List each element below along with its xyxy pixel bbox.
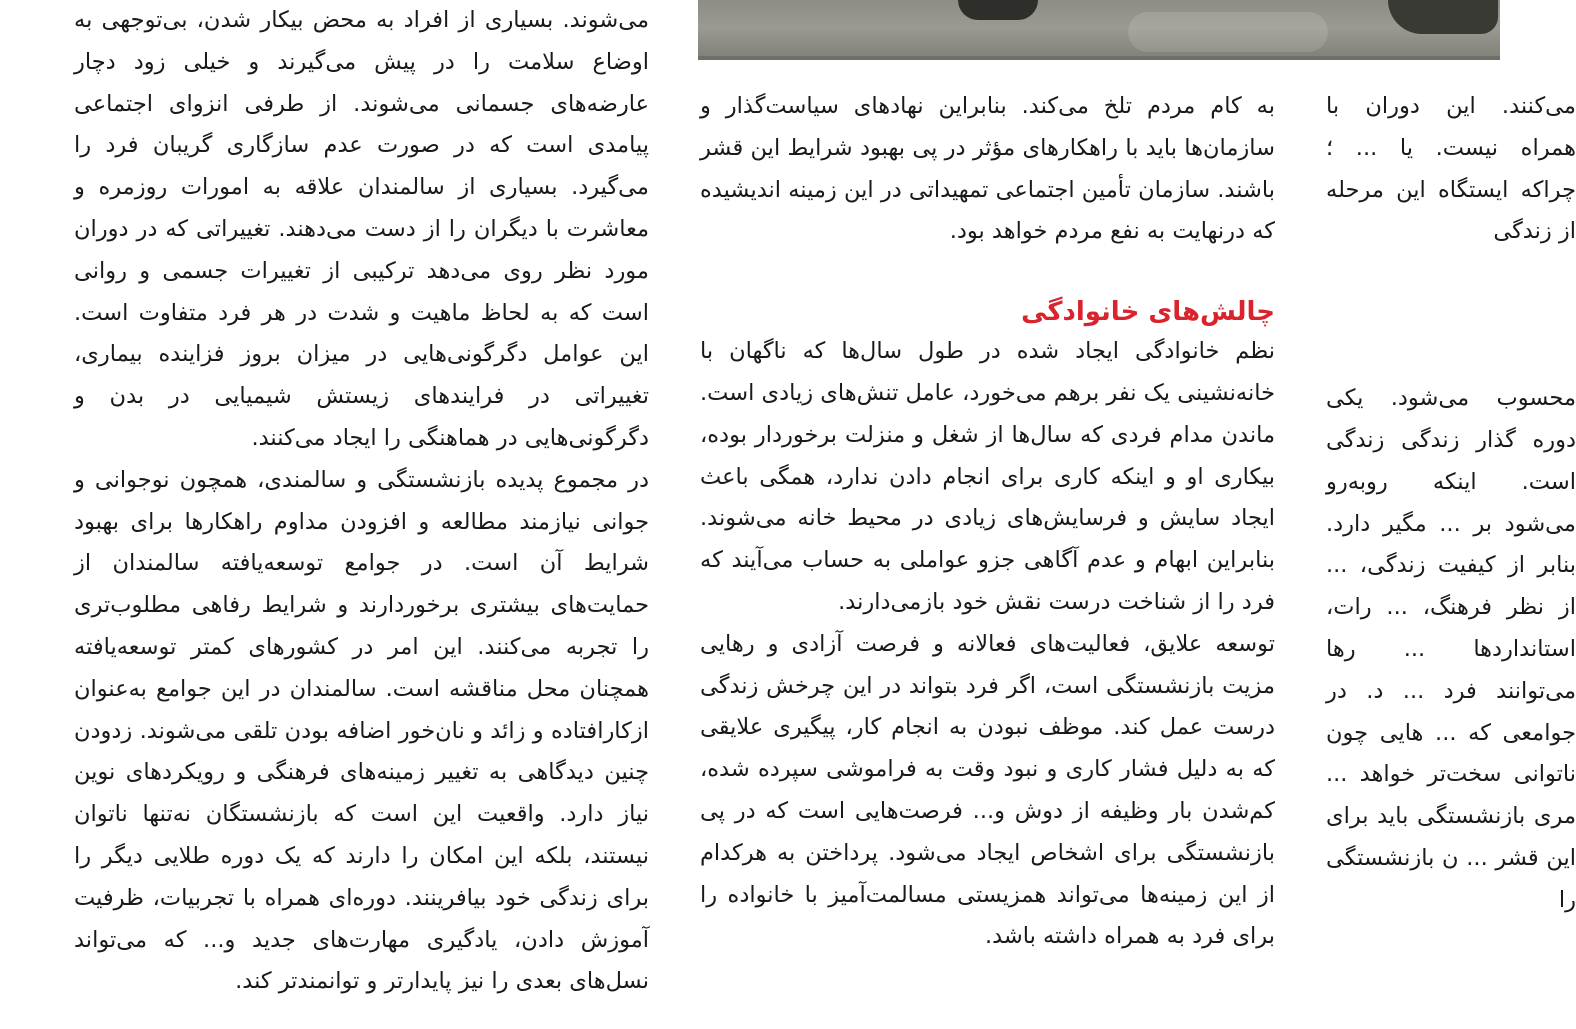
paragraph: می‌شوند. بسیاری از افراد به محض بیکار شدن، بی‌توجهی به اوضاع سلامت را در پیش می‌گیرند و خیلی زود دچار عارضه‌های جسمانی می‌شوند. از طرفی انزوای اجتماعی پیامدی است که در صورت عدم سازگاری گریبان فرد را می‌گیرد. بسیاری از سالمندان علاقه به امورات روزمره و معاشرت با دیگران را از دست می‌دهند. تغییراتی که در دوران مورد نظر روی می‌دهد ترکیبی از تغییرات جسمی و روانی است که به لحاظ ماهیت و شدت در هر فرد متفاوت است. این عوامل دگرگونی‌هایی در میزان بروز فزاینده بیماری، تغییراتی در فرایندهای زیستش شیمیایی در بدن و دگرگونی‌هایی در هماهنگی را ایجاد می‌کنند.	[74, 7, 649, 451]
photo-dark-shape	[1388, 0, 1498, 34]
paragraph: می‌کنند. این دوران با همراه نیست. یا ... ؛ چراکه ایستگاه این مرحله از زندگی	[1326, 93, 1576, 245]
right-column	[1326, 86, 1576, 922]
paragraph: توسعه علایق، فعالیت‌های فعالانه و فرصت آزادی و رهایی مزیت بازنشستگی است، اگر فرد بتواند در این چرخش زندگی درست عمل کند. موظف نبودن به انجام کار، پیگیری علایقی که به دلیل فشار کاری و نبود وقت به فراموشی سپرده شده، کم‌شدن بار وظیفه از دوش و... فرصت‌هایی است که در پی بازنشستگی برای اشخاص ایجاد می‌شود. پرداختن به هرکدام از این زمینه‌ها می‌تواند همزیستی مسالمت‌آمیز با خانواده را برای فرد به همراه داشته باشد.	[700, 630, 1275, 950]
section-heading: چالش‌های خانوادگی	[1021, 297, 1275, 328]
paragraph: نظم خانوادگی ایجاد شده در طول سال‌ها که ناگهان با خانه‌نشینی یک نفر برهم می‌خورد، عامل تنش‌های زیادی است. ماندن مدام فردی که سال‌ها از شغل و منزلت برخوردار بوده، بیکاری او و اینکه کاری برای انجام دادن ندارد، همگی باعث ایجاد سایش و فرسایش‌های زیادی در محیط خانه می‌شوند. بنابراین ابهام و عدم آگاهی جزو عواملی به حساب می‌آیند که فرد را از شناخت درست نقش خود بازمی‌دارند.	[700, 338, 1275, 615]
paragraph: محسوب می‌شود. یکی دوره گذار زندگی زندگی است. اینکه روبه‌رو می‌شود بر ... مگیر دارد. بنابر از کیفیت زندگی، ... از نظر فرهنگ، ... رات، استانداردها ... رها می‌توانند فرد ... د. در جوامعی که ... هایی چون ناتوانی سخت‌تر خواهد ... مری بازنشستگی باید برای این قشر ... ن بازنشستگی را	[1326, 385, 1576, 913]
photo-bottom-edge	[698, 56, 1500, 60]
section-spacer	[1326, 253, 1576, 378]
paragraph: به کام مردم تلخ می‌کند. بنابراین نهادهای سیاست‌گذار و سازمان‌ها باید با راهکارهای مؤثر در پی بهبود شرایط این قشر باشند. سازمان تأمین اجتماعی تمهیداتی در این زمینه اندیشیده که درنهایت به نفع مردم خواهد بود.	[700, 93, 1275, 245]
right-column-clip	[1326, 86, 1576, 1029]
left-column	[74, 0, 649, 1003]
paragraph: در مجموع پدیده بازنشستگی و سالمندی، همچون نوجوانی و جوانی نیازمند مطالعه و افزودن مداوم راهکارها برای بهبود شرایط آن است. در جوامع توسعه‌یافته سالمندان از حمایت‌های بیشتری برخوردارند و شرایط رفاهی مطلوب‌تری را تجربه می‌کنند. این امر در کشورهای کمتر توسعه‌یافته همچنان محل مناقشه است. سالمندان در این جوامع به‌عنوان ازکارافتاده و زائد و نان‌خور اضافه بودن تلقی می‌شوند. زدودن چنین دیدگاهی به تغییر زمینه‌های فرهنگی و رویکردهای نوین نیاز دارد. واقعیت این است که بازنشستگان نه‌تنها ناتوان نیستند، بلکه این امکان را دارند که یک دوره طلایی دیگر را برای زندگی خود بیافرینند. دوره‌ای همراه با تجربیات، ظرفیت آموزش دادن، یادگیری مهارت‌های جدید و... که می‌تواند نسل‌های بعدی را نیز پایدارتر و توانمندتر کند.	[74, 466, 649, 995]
article-photo	[698, 0, 1500, 60]
section-spacer	[700, 253, 1275, 293]
photo-dark-shape	[958, 0, 1038, 20]
photo-highlight	[1128, 12, 1328, 52]
middle-column	[700, 86, 1275, 958]
